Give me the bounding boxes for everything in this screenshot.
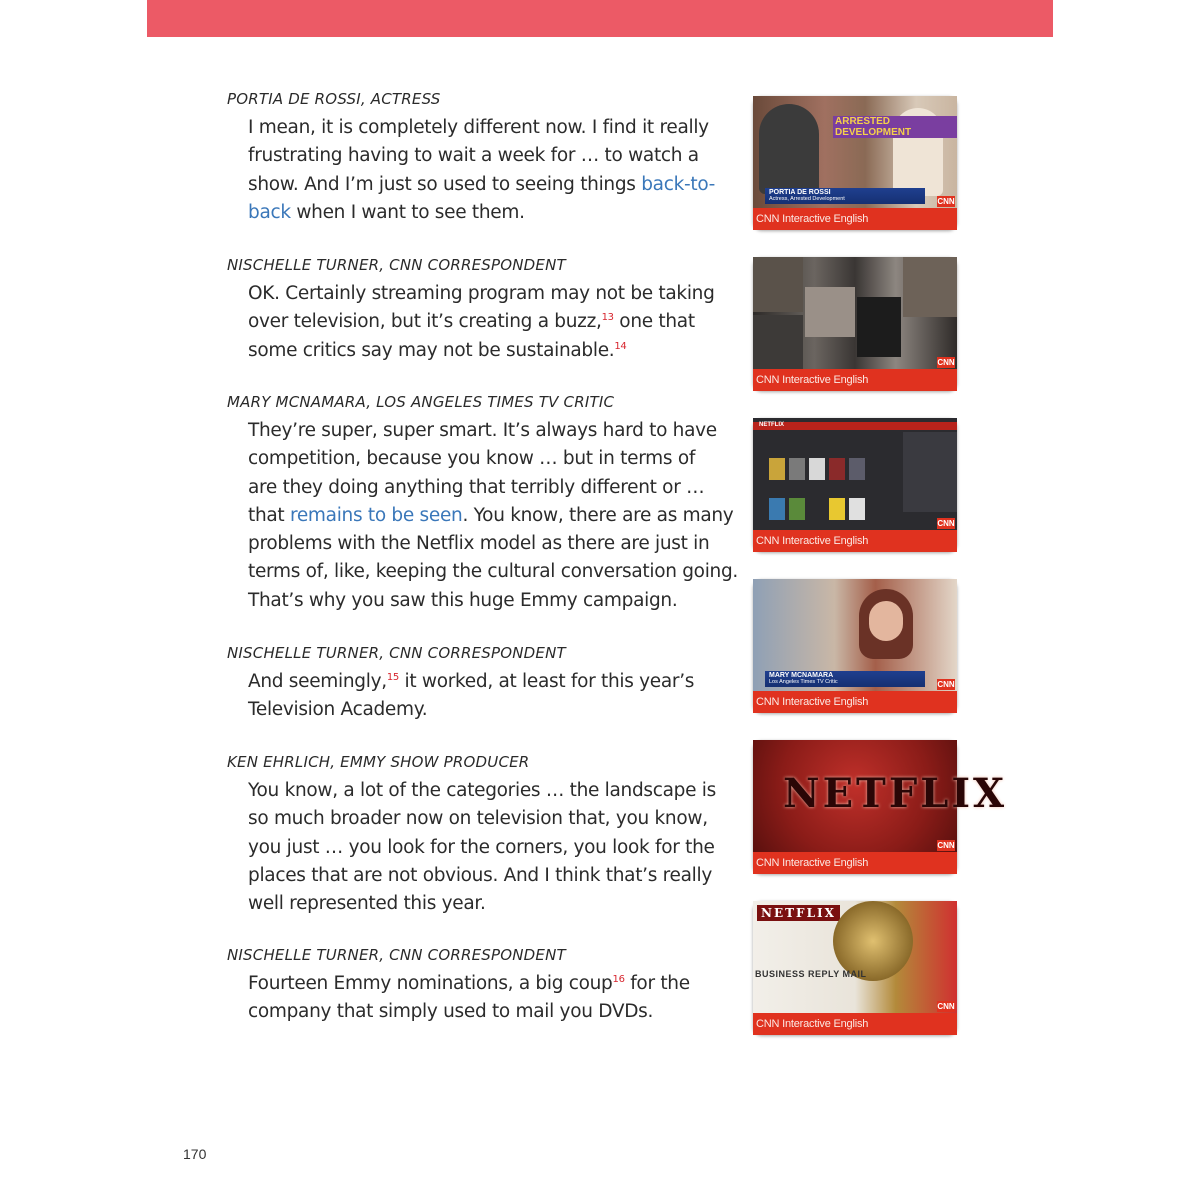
thumbnail-scene [753,901,957,1013]
quote-line [248,280,737,308]
quote-line [248,445,737,473]
quote-text-run: so much broader now on television that, you know, [248,808,708,830]
thumbnail-caption: CNN Interactive English [753,530,957,552]
poster [789,498,805,520]
thumbnail-caption: CNN Interactive English [753,208,957,230]
poster [849,498,865,520]
footnote-marker: 13 [601,312,614,324]
quote-line [248,308,737,336]
thumbnail-caption: CNN Interactive English [753,369,957,391]
quote-line [248,199,737,227]
quote-text-run: terms of, like, keeping the cultural conversation going. [248,561,738,583]
face [869,601,903,641]
quote-text-run: when I want to see them. [290,201,525,223]
quote-text-run: that [248,504,290,526]
transcript-entry [227,393,737,615]
quote-text-run: company that simply used to mail you DVDs. [248,1001,654,1023]
collage-tile [857,297,901,357]
video-thumbnail[interactable] [753,418,957,552]
quote-text-run: problems with the Netflix model as there are just in [248,533,710,555]
quote-text-run: OK. Certainly streaming program may not be taking [248,283,715,304]
collage-tile [805,287,855,337]
lower-third-title: Los Angeles Times TV Critic [769,679,838,685]
speaker-name: MARY MCNAMARA, LOS ANGELES TIMES TV CRITIC [227,393,615,411]
quote-text-run: over television, but it’s creating a buzz, [248,311,602,333]
collage-tile [753,257,803,312]
quote-text-run: you just … you look for the corners, you look for the [248,836,715,858]
quote-text-run: They’re super, super smart. It’s always hard to have [248,420,717,441]
transcript-entry [227,644,737,725]
speaker-name: KEN EHRLICH, EMMY SHOW PRODUCER [227,753,530,771]
quote-text-run: And seemingly, [248,671,387,692]
side-panel [903,432,957,512]
collage-tile [903,257,957,317]
netflix-ui-logo: NETFLIX [759,422,784,428]
quote-text [248,777,737,918]
speaker-name: PORTIA DE ROSSI, ACTRESS [227,90,441,108]
quote-text [248,280,737,365]
cnn-logo: CNN [937,841,955,850]
video-thumbnail[interactable] [753,96,957,230]
glossary-term: remains to be seen [289,504,463,526]
glossary-term: back [248,201,291,223]
quote-line [248,502,737,530]
lower-third [765,188,925,204]
quote-line [248,530,737,558]
speaker-name: NISCHELLE TURNER, CNN CORRESPONDENT [227,644,566,662]
quote-line [248,696,737,724]
quote-line [248,834,737,862]
quote-text-run: show. And I’m just so used to seeing things [248,173,642,195]
quote-text-run: places that are not obvious. And I think that’s really [248,864,713,886]
quote-text-run: for the [624,973,690,994]
footnote-marker: 14 [614,340,627,352]
netflix-logo: NETFLIX [757,905,840,921]
netflix-logo: NETFLIX [783,770,1008,817]
collage-tile [753,315,803,369]
quote-text-run: competition, because you know … but in terms of [248,448,696,470]
person-silhouette [759,104,819,194]
show-logo: ARRESTED DEVELOPMENT [833,116,957,138]
quote-text [248,114,737,227]
video-thumbnail[interactable] [753,257,957,391]
cnn-logo: CNN [937,680,955,689]
speaker-name: NISCHELLE TURNER, CNN CORRESPONDENT [227,946,566,964]
quote-text-run: frustrating having to wait a week for … to watch a [248,145,699,167]
lower-third-title: Actress, Arrested Development [769,196,845,202]
quote-line [248,890,737,918]
page [147,0,1053,1200]
quote-text-run: Fourteen Emmy nominations, a big coup [248,973,613,994]
quote-line [248,805,737,833]
transcript-entry [227,753,737,918]
quote-text [248,668,737,725]
thumbnail-caption: CNN Interactive English [753,852,957,874]
thumbnail-scene [753,740,1008,852]
poster [849,458,865,480]
quote-text-run: well represented this year. [248,893,486,915]
quote-text-run: it worked, at least for this year’s [398,671,695,692]
poster [829,498,845,520]
video-thumbnail[interactable] [753,579,957,713]
quote-line [248,142,737,170]
poster [769,498,785,520]
transcript-entry [227,256,737,365]
cnn-logo: CNN [937,1002,955,1011]
glossary-term: back-to- [641,173,716,195]
cnn-logo: CNN [937,358,955,367]
quote-text-run: some critics say may not be sustainable. [248,339,615,361]
quote-line [248,668,737,696]
lower-third [765,671,925,687]
quote-line [248,171,737,199]
thumbnail-caption: CNN Interactive English [753,1013,957,1035]
quote-text-run: . You know, there are as many [462,504,734,526]
quote-line [248,998,737,1026]
video-thumbnail[interactable] [753,740,1008,874]
quote-line [248,777,737,805]
quote-text [248,970,737,1027]
lower-third-name: MARY MCNAMARA [769,672,834,679]
quote-line [248,862,737,890]
cnn-logo: CNN [937,197,955,206]
footnote-marker: 15 [386,671,399,683]
quote-line [248,114,737,142]
quote-text-run: That’s why you saw this huge Emmy campaign. [248,589,678,611]
thumbnail-caption: CNN Interactive English [753,691,957,713]
header-band [147,0,1053,37]
quote-text-run: You know, a lot of the categories … the landscape is [248,780,716,801]
thumbnail-scene [753,257,957,369]
lower-third-name: PORTIA DE ROSSI [769,189,831,196]
quote-text-run: Television Academy. [248,699,428,721]
quote-line [248,558,737,586]
quote-line [248,474,737,502]
business-reply-text: BUSINESS REPLY MAIL [755,969,867,979]
quote-text [248,417,737,615]
quote-text-run: are they doing anything that terribly different or … [248,476,705,498]
quote-text-run: one that [613,311,695,333]
page-number: 170 [183,1146,207,1162]
poster [789,458,805,480]
quote-line [248,587,737,615]
quote-line [248,970,737,998]
quote-line [248,337,737,365]
poster [829,458,845,480]
footnote-marker: 16 [612,973,625,985]
thumbnail-scene [753,579,957,691]
thumbnail-scene [753,96,957,208]
transcript-entry [227,946,737,1027]
transcript-entry [227,90,737,227]
poster [769,458,785,480]
quote-line [248,417,737,445]
quote-text-run: I mean, it is completely different now. I find it really [248,117,709,138]
cnn-logo: CNN [937,519,955,528]
video-thumbnail[interactable] [753,901,957,1035]
thumbnail-scene [753,418,957,530]
speaker-name: NISCHELLE TURNER, CNN CORRESPONDENT [227,256,566,274]
poster [809,458,825,480]
